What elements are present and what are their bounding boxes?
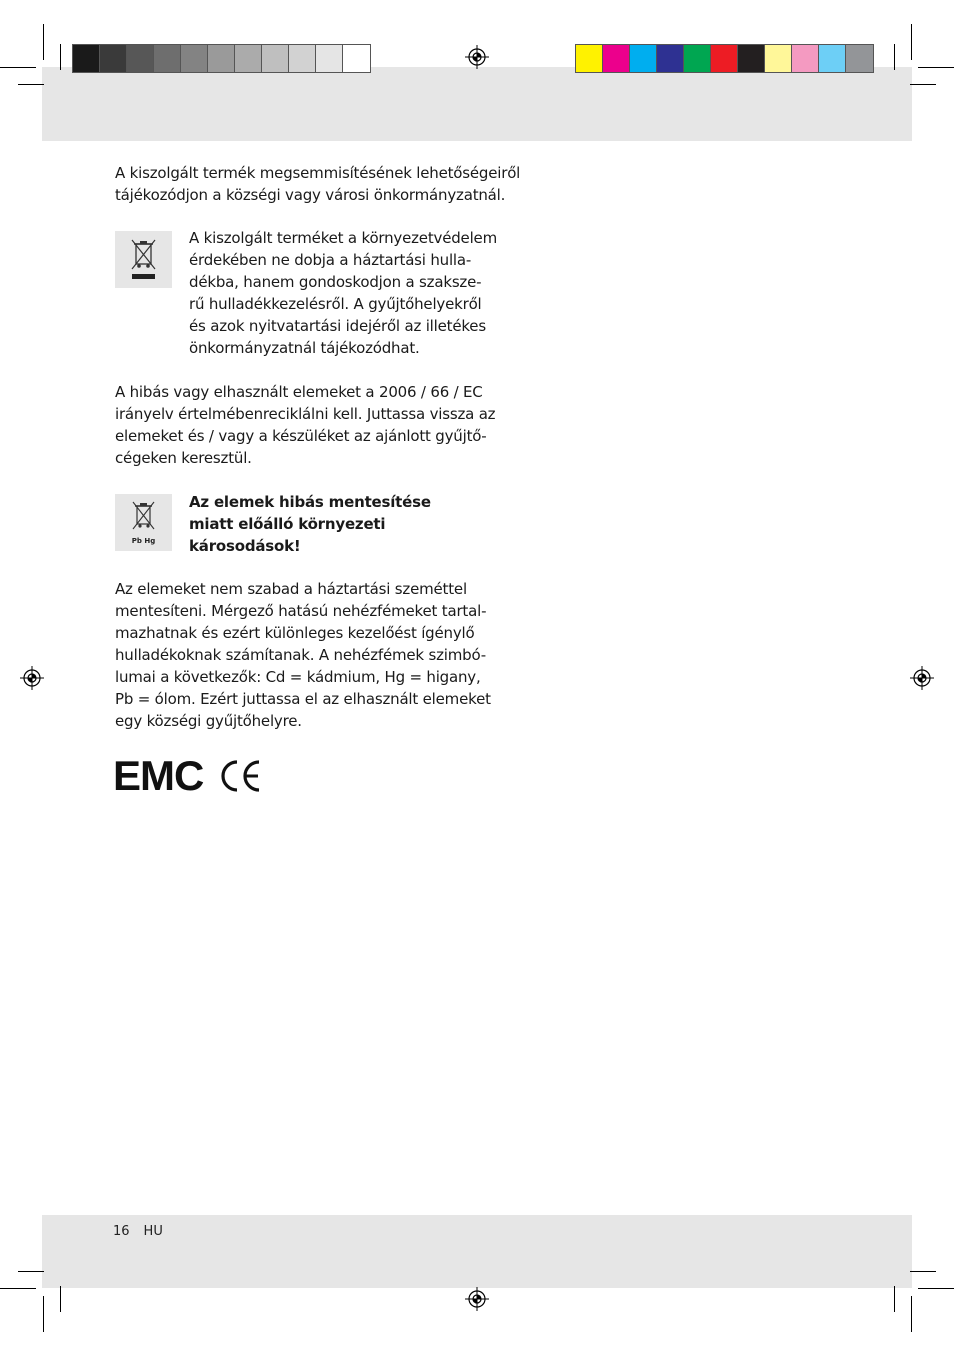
crossed-out-wheelie-bin-icon (115, 231, 172, 288)
color-swatch (316, 45, 343, 72)
heading-line: miatt előálló környezeti (189, 515, 386, 533)
emc-mark: EMC (113, 752, 204, 799)
color-swatch (711, 45, 738, 72)
weee-symbol (115, 231, 172, 288)
text-line: rű hulladékkezelésről. A gyűjtőhelyekről (189, 295, 482, 313)
color-swatch (289, 45, 316, 72)
compliance-marks (113, 752, 263, 799)
color-swatch (819, 45, 846, 72)
color-swatch (765, 45, 792, 72)
disposal-info-paragraph (115, 162, 521, 206)
battery-warning-heading (189, 491, 431, 557)
grayscale-calibration-bar (72, 44, 371, 73)
text-line: önkormányzatnál tájékozódhat. (189, 339, 420, 357)
text-line: lumai a következők: Cd = kádmium, Hg = higany, (115, 668, 481, 686)
color-swatch (630, 45, 657, 72)
text-line: egy községi gyűjtőhelyre. (115, 712, 302, 730)
color-swatch (343, 45, 370, 72)
color-swatch (235, 45, 262, 72)
heading-line: Az elemek hibás mentesítése (189, 493, 431, 511)
text-line: irányelv értelmébenreciklálni kell. Juttassa vissza az (115, 405, 496, 423)
color-swatch (846, 45, 873, 72)
registration-mark-icon (465, 45, 489, 69)
color-swatch (603, 45, 630, 72)
text-line: A hibás vagy elhasznált elemeket a 2006 / 66 / EC (115, 383, 483, 401)
page-number: 16 (113, 1224, 130, 1239)
text-line: A kiszolgált terméket a környezetvédelem (189, 229, 497, 247)
registration-mark-icon (465, 1287, 489, 1311)
color-swatch (576, 45, 603, 72)
color-swatch (262, 45, 289, 72)
color-swatch (657, 45, 684, 72)
text-line: Az elemeket nem szabad a háztartási szeméttel (115, 580, 467, 598)
text-line: hulladékoknak számítanak. A nehézfémek szimbó- (115, 646, 486, 664)
color-swatch (684, 45, 711, 72)
text-line: A kiszolgált termék megsemmisítésének lehetőségeiről (115, 164, 521, 182)
color-swatch (792, 45, 819, 72)
battery-recycling-paragraph (115, 381, 496, 469)
heavy-metals-paragraph (115, 578, 491, 732)
text-line: tájékozódjon a községi vagy városi önkormányzatnál. (115, 186, 506, 204)
battery-disposal-symbol (115, 494, 172, 551)
registration-mark-icon (20, 666, 44, 690)
color-calibration-bar (575, 44, 874, 73)
text-line: mazhatnak és ezért különleges kezelőést ígénylő (115, 624, 475, 642)
weee-disposal-text (189, 227, 497, 359)
color-swatch (181, 45, 208, 72)
language-code: HU (143, 1224, 163, 1239)
color-swatch (127, 45, 154, 72)
text-line: és azok nyitvatartási idejéről az illetékes (189, 317, 486, 335)
color-swatch (208, 45, 235, 72)
ce-mark-icon (219, 759, 263, 793)
text-line: dékba, hanem gondoskodjon a szaksze- (189, 273, 482, 291)
text-line: mentesíteni. Mérgező hatású nehézfémeket tartal- (115, 602, 487, 620)
registration-mark-icon (910, 666, 934, 690)
page-footer (113, 1224, 177, 1239)
text-line: elemeket és / vagy a készüléket az ajánlott gyűjtő- (115, 427, 487, 445)
battery-symbol-label: Pb Hg (131, 537, 156, 545)
color-swatch (738, 45, 765, 72)
text-line: cégeken keresztül. (115, 449, 252, 467)
color-swatch (73, 45, 100, 72)
heading-line: károsodások! (189, 537, 301, 555)
text-line: Pb = ólom. Ezért juttassa el az elhasznált elemeket (115, 690, 491, 708)
color-swatch (154, 45, 181, 72)
color-swatch (100, 45, 127, 72)
text-line: érdekében ne dobja a háztartási hulla- (189, 251, 472, 269)
header-band (42, 67, 912, 141)
